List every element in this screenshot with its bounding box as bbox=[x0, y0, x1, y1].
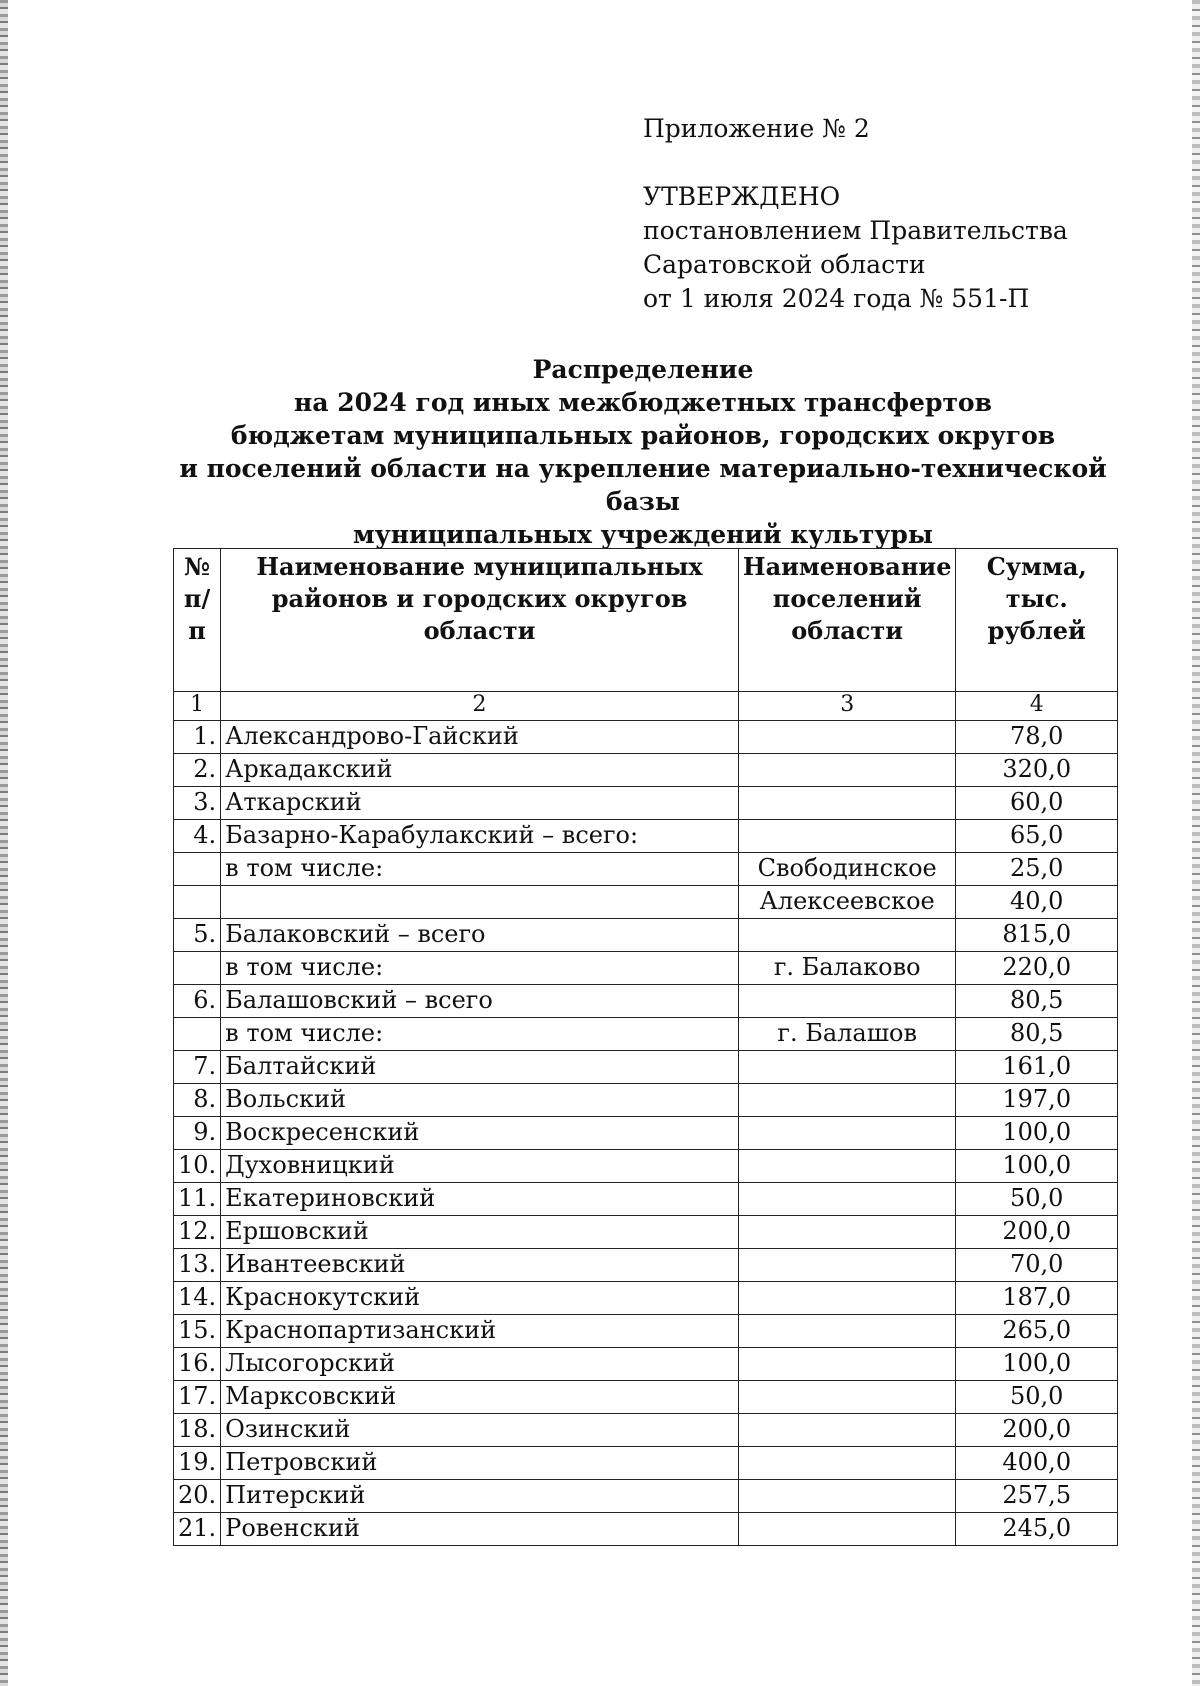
settlement-name bbox=[738, 1447, 956, 1480]
table-row bbox=[174, 1018, 1118, 1051]
table-row bbox=[174, 754, 1118, 787]
amount: 50,0 bbox=[956, 1183, 1118, 1216]
settlement-name bbox=[738, 1117, 956, 1150]
amount: 100,0 bbox=[956, 1348, 1118, 1381]
column-index: 4 bbox=[956, 692, 1118, 721]
row-number: 19. bbox=[174, 1447, 221, 1480]
row-number: 16. bbox=[174, 1348, 221, 1381]
table-row bbox=[174, 919, 1118, 952]
amount: 25,0 bbox=[956, 853, 1118, 886]
amount: 197,0 bbox=[956, 1084, 1118, 1117]
row-number: 2. bbox=[174, 754, 221, 787]
district-name: Вольский bbox=[221, 1084, 739, 1117]
amount: 320,0 bbox=[956, 754, 1118, 787]
row-number: 4. bbox=[174, 820, 221, 853]
row-number: 5. bbox=[174, 919, 221, 952]
table-header-row bbox=[174, 549, 1118, 692]
table-row bbox=[174, 1348, 1118, 1381]
row-number: 15. bbox=[174, 1315, 221, 1348]
table-row bbox=[174, 1282, 1118, 1315]
row-number: 10. bbox=[174, 1150, 221, 1183]
district-name: Ровенский bbox=[221, 1513, 739, 1546]
amount: 80,5 bbox=[956, 985, 1118, 1018]
table-row bbox=[174, 1150, 1118, 1183]
scan-edge-left bbox=[0, 0, 8, 1686]
table-row bbox=[174, 952, 1118, 985]
table-row bbox=[174, 1249, 1118, 1282]
row-number: 9. bbox=[174, 1117, 221, 1150]
district-name: в том числе: bbox=[221, 952, 739, 985]
table-row bbox=[174, 787, 1118, 820]
settlement-name bbox=[738, 1414, 956, 1447]
table-row bbox=[174, 1381, 1118, 1414]
district-name: Балаковский – всего bbox=[221, 919, 739, 952]
header-settlement: Наименование поселений области bbox=[738, 549, 956, 692]
table-row bbox=[174, 1315, 1118, 1348]
district-name: Марксовский bbox=[221, 1381, 739, 1414]
amount: 815,0 bbox=[956, 919, 1118, 952]
amount: 70,0 bbox=[956, 1249, 1118, 1282]
header-sum: Сумма, тыс. рублей bbox=[956, 549, 1118, 692]
settlement-name: Алексеевское bbox=[738, 886, 956, 919]
district-name: Аткарский bbox=[221, 787, 739, 820]
district-name: Краснокутский bbox=[221, 1282, 739, 1315]
amount: 257,5 bbox=[956, 1480, 1118, 1513]
table-row bbox=[174, 1051, 1118, 1084]
settlement-name bbox=[738, 1150, 956, 1183]
amount: 65,0 bbox=[956, 820, 1118, 853]
district-name: Воскресенский bbox=[221, 1117, 739, 1150]
district-name: Ивантеевский bbox=[221, 1249, 739, 1282]
amount: 50,0 bbox=[956, 1381, 1118, 1414]
header-district: Наименование муниципальных районов и городских округов области bbox=[221, 549, 739, 692]
amount: 161,0 bbox=[956, 1051, 1118, 1084]
amount: 60,0 bbox=[956, 787, 1118, 820]
settlement-name bbox=[738, 754, 956, 787]
row-number: 20. bbox=[174, 1480, 221, 1513]
settlement-name bbox=[738, 1381, 956, 1414]
settlement-name bbox=[738, 1249, 956, 1282]
approval-line-3: от 1 июля 2024 года № 551-П bbox=[643, 284, 1030, 313]
table-row bbox=[174, 820, 1118, 853]
row-number: 8. bbox=[174, 1084, 221, 1117]
scan-edge-right bbox=[1192, 0, 1200, 1686]
settlement-name bbox=[738, 1315, 956, 1348]
amount: 100,0 bbox=[956, 1117, 1118, 1150]
district-name: Лысогорский bbox=[221, 1348, 739, 1381]
row-number: 14. bbox=[174, 1282, 221, 1315]
row-number: 6. bbox=[174, 985, 221, 1018]
table-row bbox=[174, 1447, 1118, 1480]
amount: 40,0 bbox=[956, 886, 1118, 919]
settlement-name bbox=[738, 820, 956, 853]
title-line-1: Распределение bbox=[532, 355, 754, 384]
title-line-3: бюджетам муниципальных районов, городских округов bbox=[230, 421, 1056, 450]
row-number bbox=[174, 853, 221, 886]
row-number: 13. bbox=[174, 1249, 221, 1282]
amount: 220,0 bbox=[956, 952, 1118, 985]
district-name: Александрово-Гайский bbox=[221, 721, 739, 754]
district-name: Балашовский – всего bbox=[221, 985, 739, 1018]
row-number: 11. bbox=[174, 1183, 221, 1216]
amount: 187,0 bbox=[956, 1282, 1118, 1315]
district-name bbox=[221, 886, 739, 919]
amount: 265,0 bbox=[956, 1315, 1118, 1348]
settlement-name: г. Балаково bbox=[738, 952, 956, 985]
table-row bbox=[174, 1480, 1118, 1513]
district-name: Ершовский bbox=[221, 1216, 739, 1249]
table-row bbox=[174, 985, 1118, 1018]
table-row bbox=[174, 1084, 1118, 1117]
table-row bbox=[174, 1183, 1118, 1216]
table-row bbox=[174, 1117, 1118, 1150]
district-name: Краснопартизанский bbox=[221, 1315, 739, 1348]
settlement-name bbox=[738, 1183, 956, 1216]
district-name: в том числе: bbox=[221, 853, 739, 886]
amount: 245,0 bbox=[956, 1513, 1118, 1546]
settlement-name bbox=[738, 985, 956, 1018]
settlement-name bbox=[738, 1348, 956, 1381]
amount: 200,0 bbox=[956, 1216, 1118, 1249]
approved-heading: УТВЕРЖДЕНО bbox=[643, 182, 841, 211]
settlement-name bbox=[738, 1051, 956, 1084]
district-name: Базарно-Карабулакский – всего: bbox=[221, 820, 739, 853]
table-row bbox=[174, 721, 1118, 754]
approval-line-1: постановлением Правительства bbox=[643, 216, 1068, 245]
column-index: 3 bbox=[738, 692, 956, 721]
row-number: 12. bbox=[174, 1216, 221, 1249]
settlement-name bbox=[738, 1084, 956, 1117]
settlement-name: г. Балашов bbox=[738, 1018, 956, 1051]
table-row bbox=[174, 853, 1118, 886]
district-name: в том числе: bbox=[221, 1018, 739, 1051]
district-name: Екатериновский bbox=[221, 1183, 739, 1216]
settlement-name bbox=[738, 1282, 956, 1315]
header-num: № п/п bbox=[174, 549, 221, 692]
row-number: 7. bbox=[174, 1051, 221, 1084]
settlement-name bbox=[738, 1513, 956, 1546]
row-number: 3. bbox=[174, 787, 221, 820]
amount: 200,0 bbox=[956, 1414, 1118, 1447]
settlement-name bbox=[738, 787, 956, 820]
row-number: 17. bbox=[174, 1381, 221, 1414]
row-number bbox=[174, 1018, 221, 1051]
title-line-4: и поселений области на укрепление материально-технической базы bbox=[179, 454, 1107, 516]
district-name: Духовницкий bbox=[221, 1150, 739, 1183]
column-index: 1 bbox=[174, 692, 221, 721]
approval-block bbox=[643, 112, 1123, 316]
settlement-name bbox=[738, 919, 956, 952]
amount: 80,5 bbox=[956, 1018, 1118, 1051]
row-number: 18. bbox=[174, 1414, 221, 1447]
amount: 100,0 bbox=[956, 1150, 1118, 1183]
district-name: Балтайский bbox=[221, 1051, 739, 1084]
column-index-row bbox=[174, 692, 1118, 721]
district-name: Аркадакский bbox=[221, 754, 739, 787]
title-line-5: муниципальных учреждений культуры bbox=[353, 520, 933, 549]
table-row bbox=[174, 886, 1118, 919]
title-line-2: на 2024 год иных межбюджетных трансфертов bbox=[294, 388, 992, 417]
district-name: Озинский bbox=[221, 1414, 739, 1447]
column-index: 2 bbox=[221, 692, 739, 721]
row-number: 21. bbox=[174, 1513, 221, 1546]
table-row bbox=[174, 1216, 1118, 1249]
table-body bbox=[174, 721, 1118, 1546]
table-row bbox=[174, 1513, 1118, 1546]
appendix-number: Приложение № 2 bbox=[643, 114, 870, 143]
district-name: Питерский bbox=[221, 1480, 739, 1513]
approval-line-2: Саратовской области bbox=[643, 250, 926, 279]
amount: 400,0 bbox=[956, 1447, 1118, 1480]
settlement-name bbox=[738, 1216, 956, 1249]
settlement-name bbox=[738, 721, 956, 754]
settlement-name: Свободинское bbox=[738, 853, 956, 886]
distribution-table bbox=[173, 548, 1118, 1546]
amount: 78,0 bbox=[956, 721, 1118, 754]
table-row bbox=[174, 1414, 1118, 1447]
row-number bbox=[174, 952, 221, 985]
settlement-name bbox=[738, 1480, 956, 1513]
row-number bbox=[174, 886, 221, 919]
document-title bbox=[150, 353, 1136, 551]
row-number: 1. bbox=[174, 721, 221, 754]
district-name: Петровский bbox=[221, 1447, 739, 1480]
